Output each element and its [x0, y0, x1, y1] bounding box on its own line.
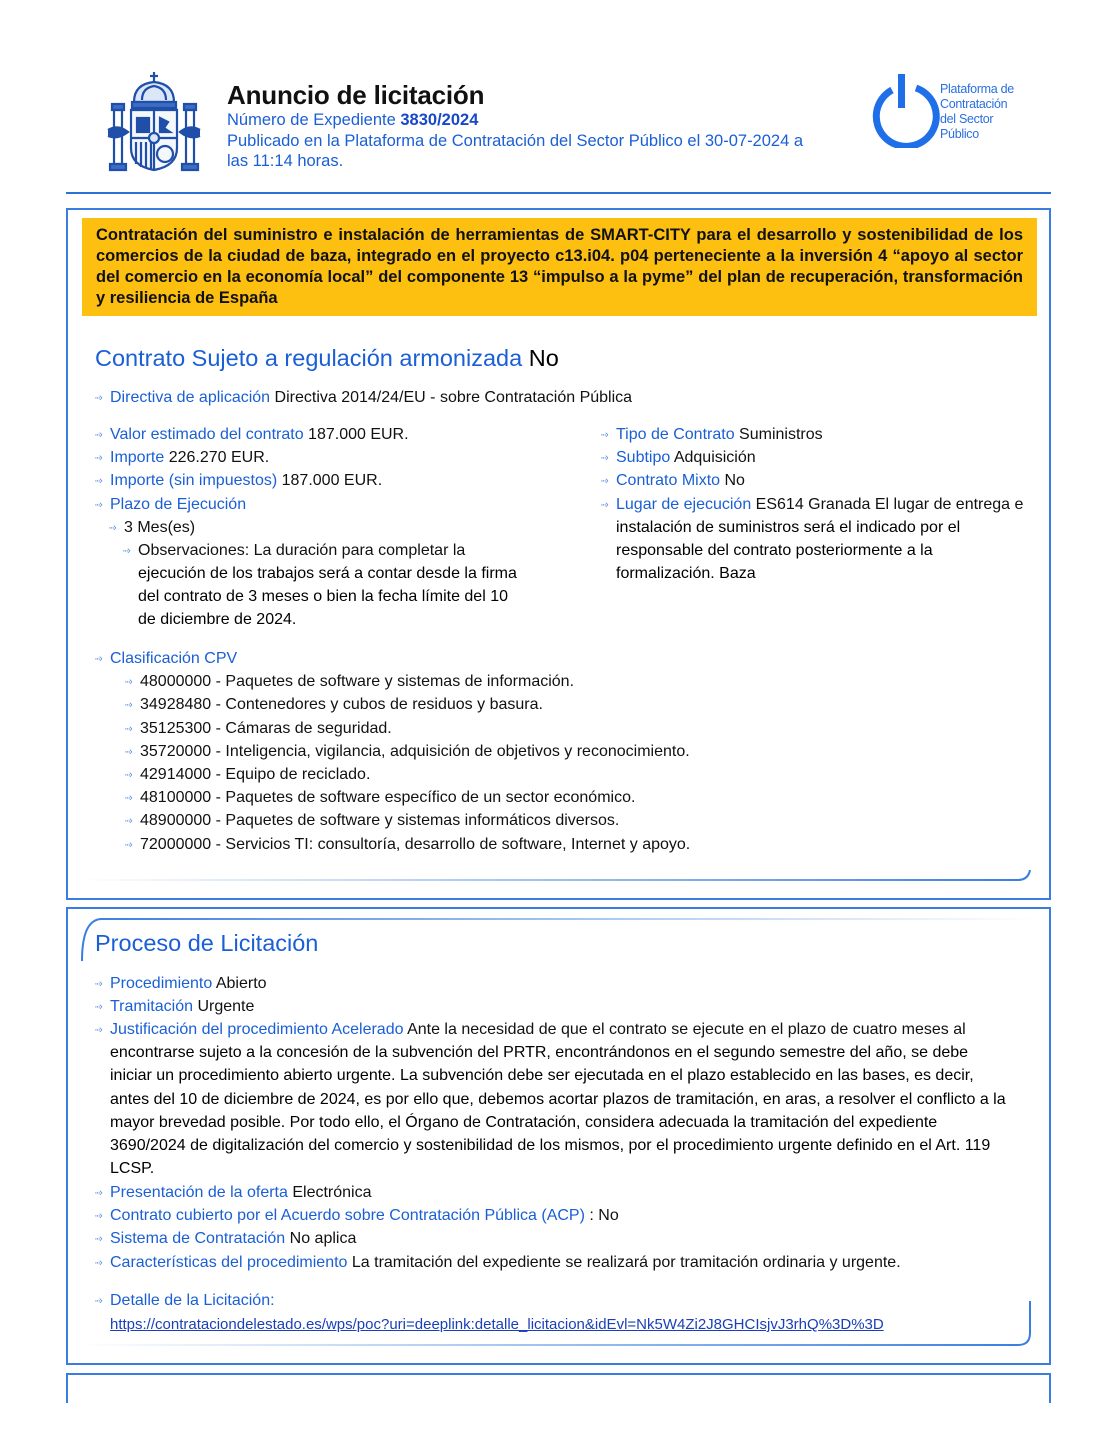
cpv-item: [124, 693, 543, 717]
tramitacion-value: Urgente: [197, 998, 255, 1015]
plazo-value-row: [108, 516, 195, 540]
arrow-bullet-icon: ···›: [94, 1257, 101, 1269]
importe-row: [94, 446, 269, 470]
document-header: [0, 0, 1116, 195]
cpv-item: [124, 670, 574, 694]
justificacion-line: encontrarse sujeto a la concesión de la subvención del PRTR, encontrándonos en el segundo semestre del año, se debe: [110, 1044, 969, 1061]
tramitacion-label: Tramitación: [110, 998, 193, 1015]
arrow-bullet-icon: ···›: [122, 545, 129, 557]
cpv-item: [124, 786, 635, 810]
importe-sin-row: [94, 469, 382, 493]
acp-label: Contrato cubierto por el Acuerdo sobre Contratación Pública (ACP): [110, 1207, 585, 1224]
arrow-bullet-icon: ···›: [124, 746, 131, 758]
cpv-item-text: 34928480 - Contenedores y cubos de residuos y basura.: [140, 696, 543, 713]
arrow-bullet-icon: ···›: [108, 522, 115, 534]
justificacion-line: iniciar un procedimiento abierto urgente. La subvención debe ser ejecutada en el plazo establecido en las bases, es decir,: [110, 1067, 974, 1084]
arrow-bullet-icon: ···›: [124, 676, 131, 688]
observaciones-line: ejecución de los trabajos será a contar desde la firma: [138, 565, 517, 582]
justificacion-line: antes del 10 de diciembre de 2024, es por ello que, debemos acortar plazos de tramitación, en aras, a resolver el conflicto a la: [110, 1091, 1006, 1108]
mixto-label: Contrato Mixto: [616, 472, 721, 489]
arrow-bullet-icon: ···›: [94, 429, 101, 441]
cpv-item: [124, 717, 392, 741]
armonizada-heading: [95, 344, 559, 372]
acp-value: : No: [589, 1207, 619, 1224]
plazo-value: 3 Mes(es): [124, 519, 196, 536]
expediente-number: 3830/2024: [400, 111, 479, 129]
cpv-item: [124, 833, 690, 857]
justificacion-line: mayor brevedad posible. Por todo ello, el Órgano de Contratación, considera adecuada la tramitación del expediente: [110, 1114, 938, 1131]
caracteristicas-row: [94, 1251, 901, 1275]
caracteristicas-value: La tramitación del expediente se realizará por tramitación ordinaria y urgente.: [351, 1254, 901, 1271]
arrow-bullet-icon: ···›: [124, 815, 131, 827]
valor-label: Valor estimado del contrato: [110, 426, 304, 443]
arrow-bullet-icon: ···›: [94, 653, 101, 665]
arrow-bullet-icon: ···›: [94, 499, 101, 511]
arrow-bullet-icon: ···›: [94, 1187, 101, 1199]
arrow-bullet-icon: ···›: [94, 392, 101, 404]
detalle-label: Detalle de la Licitación:: [110, 1292, 275, 1309]
lugar-line: formalización. Baza: [616, 565, 756, 582]
procedimiento-label: Procedimiento: [110, 975, 213, 992]
subtipo-value: Adquisición: [673, 449, 756, 466]
importe-label: Importe: [110, 449, 165, 466]
cpv-item-text: 48000000 - Paquetes de software y sistemas de información.: [140, 673, 575, 690]
importe-value: 226.270 EUR.: [168, 449, 270, 466]
justificacion-line: Ante la necesidad de que el contrato se ejecute en el plazo de cuatro meses al: [407, 1021, 966, 1038]
arrow-bullet-icon: ···›: [94, 1024, 101, 1036]
arrow-bullet-icon: ···›: [94, 475, 101, 487]
directiva-value: Directiva 2014/24/EU - sobre Contratación Pública: [274, 389, 633, 406]
justificacion-line: 3690/2024 de digitalización del comercio y sostenibilidad de los mismos, por el procedimiento urgente definido en el Art. 119: [110, 1137, 991, 1154]
section-swoosh-divider: [78, 864, 1033, 884]
lugar-label: Lugar de ejecución: [616, 496, 752, 513]
spain-coat-of-arms-icon: [104, 70, 204, 174]
cpv-item: [124, 809, 619, 833]
importe-sin-label: Importe (sin impuestos): [110, 472, 278, 489]
contract-summary-section: [66, 208, 1051, 900]
acp-row: [94, 1204, 619, 1228]
directiva-label: Directiva de aplicación: [110, 389, 271, 406]
cpv-item: [124, 763, 370, 787]
lugar-line: instalación de suministros será el indicado por el: [616, 519, 961, 536]
arrow-bullet-icon: ···›: [600, 499, 607, 511]
arrow-bullet-icon: ···›: [600, 452, 607, 464]
plazo-row: [94, 493, 246, 517]
armonizada-value: No: [528, 345, 559, 371]
proceso-licitacion-section: [66, 907, 1051, 1365]
logo-text-line: Plataforma de: [940, 82, 1014, 96]
lugar-row: [600, 493, 1023, 517]
presentacion-value: Electrónica: [292, 1184, 372, 1201]
valor-row: [94, 423, 409, 447]
presentacion-row: [94, 1181, 372, 1205]
sistema-value: No aplica: [289, 1230, 357, 1247]
published-line-1: Publicado en la Plataforma de Contratación del Sector Público el 30-07-2024 a: [227, 131, 804, 150]
cpv-item-text: 72000000 - Servicios TI: consultoría, desarrollo de software, Internet y apoyo.: [140, 836, 691, 853]
armonizada-label: Contrato Sujeto a regulación armonizada: [95, 345, 523, 371]
importe-sin-value: 187.000 EUR.: [281, 472, 383, 489]
justificacion-row: [94, 1018, 966, 1042]
arrow-bullet-icon: ···›: [124, 792, 131, 804]
logo-text-line: Contratación: [940, 97, 1008, 111]
header-title-block: [227, 80, 867, 172]
directiva-row: [94, 386, 632, 410]
arrow-bullet-icon: ···›: [600, 429, 607, 441]
logo-text-line: Público: [940, 127, 979, 141]
observaciones-row: [122, 539, 465, 563]
mixto-value: No: [724, 472, 745, 489]
tipo-value: Suministros: [739, 426, 823, 443]
subtipo-label: Subtipo: [616, 449, 671, 466]
cpv-item-text: 48900000 - Paquetes de software y sistemas informáticos diversos.: [140, 812, 620, 829]
observaciones-line: del contrato de 3 meses o bien la fecha límite del 10: [138, 588, 508, 605]
presentacion-label: Presentación de la oferta: [110, 1184, 288, 1201]
valor-value: 187.000 EUR.: [308, 426, 409, 443]
cpv-item-text: 48100000 - Paquetes de software específico de un sector económico.: [140, 789, 636, 806]
mixto-row: [600, 469, 745, 493]
arrow-bullet-icon: ···›: [124, 699, 131, 711]
published-line-2: las 11:14 horas.: [227, 152, 344, 170]
sistema-label: Sistema de Contratación: [110, 1230, 286, 1247]
header-divider: [66, 192, 1051, 194]
sistema-row: [94, 1227, 356, 1251]
logo-text-line: del Sector: [940, 112, 994, 126]
cpv-item-text: 35125300 - Cámaras de seguridad.: [140, 720, 392, 737]
lugar-line: responsable del contrato posteriormente a la: [616, 542, 933, 559]
justificacion-line: LCSP.: [110, 1160, 155, 1177]
lugar-line: ES614 Granada El lugar de entrega e: [755, 496, 1024, 513]
cpv-item-text: 35720000 - Inteligencia, vigilancia, adquisición de objetivos y reconocimiento.: [140, 743, 690, 760]
observaciones-line: Observaciones: La duración para completar la: [138, 542, 466, 559]
proceso-heading: Proceso de Licitación: [95, 930, 319, 956]
procedimiento-value: Abierto: [215, 975, 267, 992]
detalle-licitacion-link[interactable]: https://contrataciondelestado.es/wps/poc?uri=deeplink:detalle_licitacion&idEvl=Nk5W4Zi2J8GHCIsjvJ3rhQ%3D%3D: [110, 1316, 884, 1333]
observaciones-line: de diciembre de 2024.: [138, 611, 297, 628]
contract-title-banner: Contratación del suministro e instalación de herramientas de SMART-CITY para el desarrollo y sostenibilidad de los comercios de la ciudad de baza, integrado en el proyecto c13.i04. p04 perteneciente a la inversión 4 “apoyo al sector del comercio en la economía local” del componente 13 “impulso a la pyme” del plan de recuperación, transformación y resiliencia de España: [82, 218, 1037, 316]
expediente-line: [227, 110, 867, 131]
page-title: Anuncio de licitación: [227, 80, 485, 110]
cpv-row: [94, 647, 237, 671]
next-section-partial: [66, 1373, 1051, 1403]
expediente-label: Número de Expediente: [227, 111, 396, 129]
plazo-label: Plazo de Ejecución: [110, 496, 247, 513]
arrow-bullet-icon: ···›: [94, 1233, 101, 1245]
arrow-bullet-icon: ···›: [94, 1001, 101, 1013]
arrow-bullet-icon: ···›: [124, 839, 131, 851]
arrow-bullet-icon: ···›: [94, 452, 101, 464]
arrow-bullet-icon: ···›: [94, 1295, 101, 1307]
cpv-item: [124, 740, 690, 764]
arrow-bullet-icon: ···›: [94, 978, 101, 990]
arrow-bullet-icon: ···›: [124, 723, 131, 735]
tipo-label: Tipo de Contrato: [616, 426, 735, 443]
caracteristicas-label: Características del procedimiento: [110, 1254, 348, 1271]
subtipo-row: [600, 446, 756, 470]
arrow-bullet-icon: ···›: [600, 475, 607, 487]
section-swoosh-divider: [78, 1297, 1038, 1349]
tipo-row: [600, 423, 823, 447]
justificacion-label: Justificación del procedimiento Acelerado: [110, 1021, 404, 1038]
cpv-item-text: 42914000 - Equipo de reciclado.: [140, 766, 371, 783]
procedimiento-row: [94, 972, 267, 996]
arrow-bullet-icon: ···›: [94, 1210, 101, 1222]
platform-logo-text: [940, 82, 1014, 142]
tramitacion-row: [94, 995, 254, 1019]
cpv-label: Clasificación CPV: [110, 650, 238, 667]
arrow-bullet-icon: ···›: [124, 769, 131, 781]
